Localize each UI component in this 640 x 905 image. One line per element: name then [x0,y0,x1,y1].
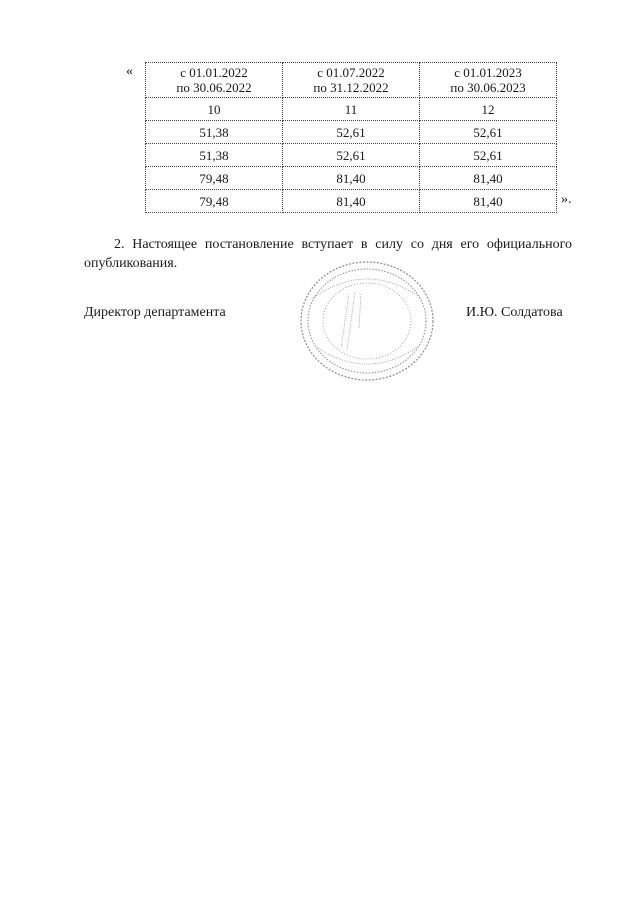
table-cell: 10 [146,98,283,121]
table-cell: 81,40 [420,167,557,190]
tariff-table [145,62,557,213]
table-cell: 79,48 [146,167,283,190]
table-cell: 81,40 [283,167,420,190]
table-row [146,144,557,167]
header-cell [283,63,420,98]
header-cell [420,63,557,98]
table-row [146,98,557,121]
official-seal-stamp [297,258,437,384]
table-row [146,121,557,144]
table-cell: 52,61 [420,144,557,167]
table-row [146,190,557,213]
table-cell: 52,61 [283,121,420,144]
table-cell: 51,38 [146,121,283,144]
table-cell: 81,40 [283,190,420,213]
table-cell: 51,38 [146,144,283,167]
table-cell: 81,40 [420,190,557,213]
closing-quote: ». [561,192,572,207]
header-period-start: с 01.01.2023 [454,65,522,80]
effective-date-paragraph: 2. Настоящее постановление вступает в силу со дня его официального опубликования. [84,237,572,271]
table-cell: 11 [283,98,420,121]
table-header-row [146,63,557,98]
header-period-end: по 30.06.2023 [450,80,526,95]
table-cell: 12 [420,98,557,121]
header-period-start: с 01.01.2022 [180,65,248,80]
table-cell: 52,61 [420,121,557,144]
header-period-end: по 31.12.2022 [313,80,389,95]
signatory-name: И.Ю. Солдатова [466,305,563,320]
opening-quote: « [126,64,133,79]
header-period-start: с 01.07.2022 [317,65,385,80]
table-cell: 79,48 [146,190,283,213]
table-cell: 52,61 [283,144,420,167]
signatory-title: Директор департамента [84,305,226,320]
header-cell [146,63,283,98]
header-period-end: по 30.06.2022 [176,80,252,95]
table-row [146,167,557,190]
